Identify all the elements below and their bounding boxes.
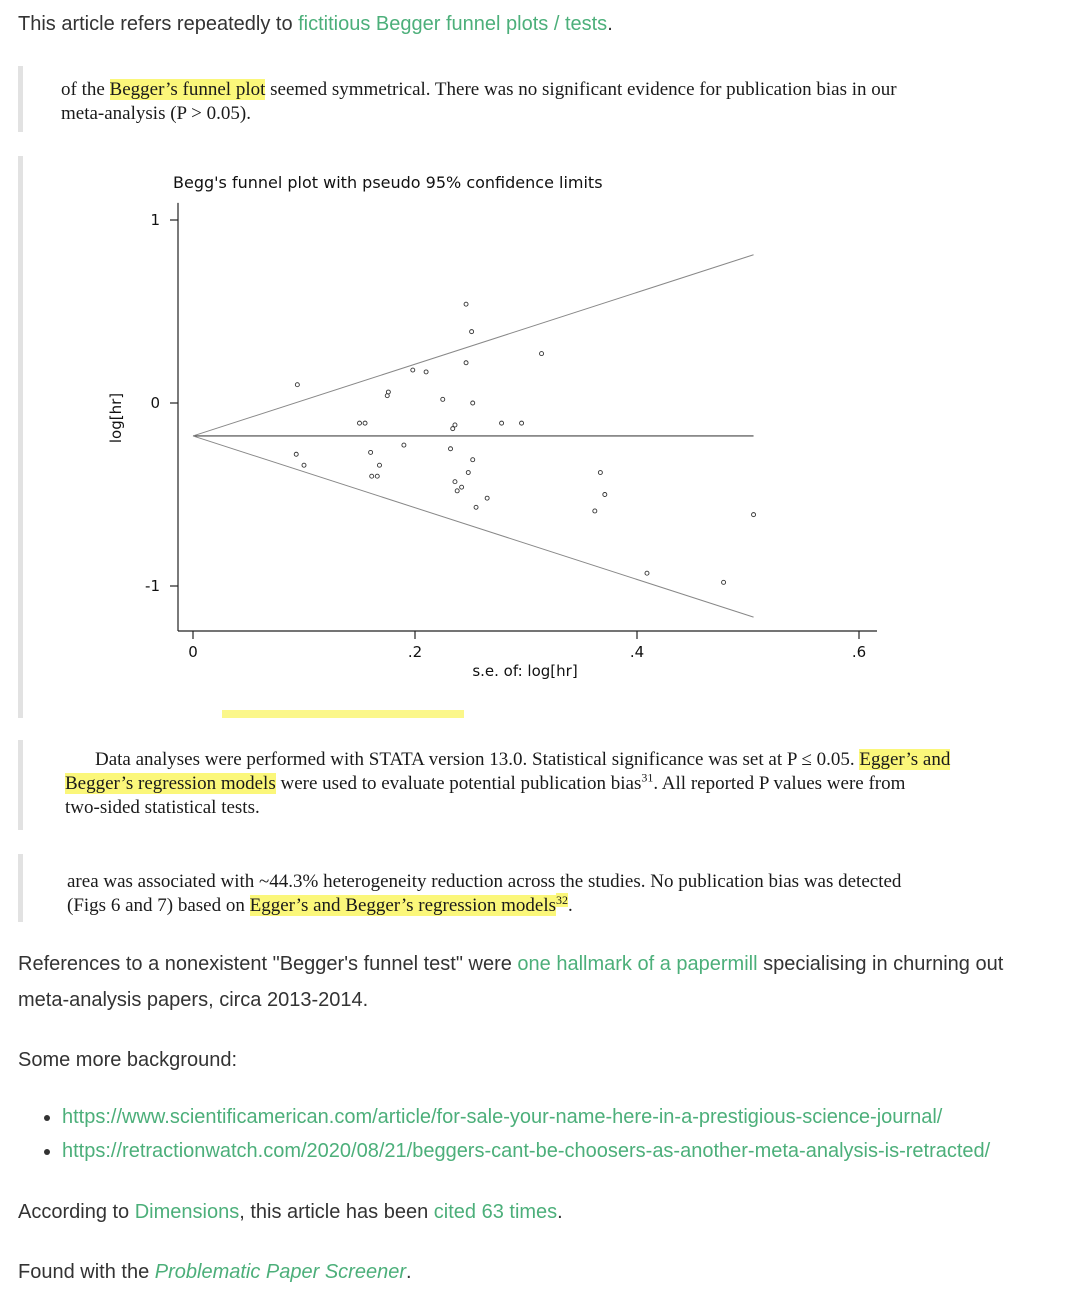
data-point — [377, 463, 381, 467]
data-point — [386, 390, 390, 394]
data-point — [294, 452, 298, 456]
quote-block-chart — [18, 156, 867, 718]
chart-title: Begg's funnel plot with pseudo 95% confidence limits — [173, 173, 603, 192]
quote-3-line-1: area was associated with ~44.3% heterogeneity reduction across the studies. No publication bias was detected — [67, 871, 902, 892]
quote-3-post: . — [568, 895, 573, 916]
data-point — [540, 352, 544, 356]
data-point — [453, 480, 457, 484]
data-point — [369, 450, 373, 454]
data-point — [402, 443, 406, 447]
chart-y-axis-label: log[hr] — [107, 392, 125, 444]
background-label: Some more background: — [18, 1049, 238, 1071]
data-point — [411, 368, 415, 372]
cited-count-link[interactable]: cited 63 times — [433, 1201, 558, 1223]
quote-3-pre: (Figs 6 and 7) based on — [67, 895, 250, 916]
found-with-suffix: . — [405, 1261, 412, 1283]
data-point — [520, 421, 524, 425]
data-point — [455, 489, 459, 493]
x-tick-label: .2 — [407, 643, 423, 661]
data-point — [464, 361, 468, 365]
data-point — [464, 302, 468, 306]
x-tick-label: 0 — [188, 643, 198, 661]
data-point — [363, 421, 367, 425]
funnel-plot-chart — [23, 156, 923, 716]
quote-2-mid: were used to evaluate potential publication bias — [275, 773, 642, 794]
intro-suffix: . — [607, 13, 613, 35]
quote-1-text — [61, 78, 897, 126]
quote-2-highlight-2: Begger’s regression models — [65, 773, 276, 794]
quote-1-line-2: meta-analysis (P > 0.05). — [61, 103, 251, 124]
quote-1-pre: of the — [61, 79, 110, 100]
data-point — [466, 471, 470, 475]
data-point — [424, 370, 428, 374]
citations-suffix: . — [557, 1201, 563, 1223]
intro-text: This article refers repeatedly to — [18, 13, 299, 35]
background-links-list — [18, 1100, 990, 1168]
x-tick-label: .6 — [851, 643, 867, 661]
list-item — [62, 1134, 990, 1168]
data-point — [598, 471, 602, 475]
quote-2-post: . All reported P values were from — [653, 773, 906, 794]
quote-2-text — [65, 748, 950, 820]
data-point — [441, 397, 445, 401]
data-point — [603, 493, 607, 497]
data-point — [500, 421, 504, 425]
data-point — [370, 474, 374, 478]
chart-points — [294, 302, 755, 584]
quote-1-highlight: Begger’s funnel plot — [109, 79, 266, 100]
data-point — [645, 571, 649, 575]
quote-block-1 — [18, 66, 897, 132]
refs-line-2: meta-analysis papers, circa 2013-2014. — [18, 989, 369, 1011]
highlight-strip — [222, 710, 464, 718]
data-point — [358, 421, 362, 425]
data-point — [470, 330, 474, 334]
data-point — [722, 580, 726, 584]
quote-2-line-3: two-sided statistical tests. — [65, 797, 260, 818]
data-point — [295, 383, 299, 387]
found-with-prefix: Found with the — [18, 1261, 155, 1283]
citations-mid: , this article has been — [239, 1201, 434, 1223]
list-item — [62, 1100, 990, 1134]
chart-axes — [145, 203, 877, 661]
references-paragraph — [18, 946, 1003, 1018]
fictitious-begger-link[interactable]: fictitious Begger funnel plots / tests — [298, 13, 608, 35]
data-point — [485, 496, 489, 500]
x-tick-label: .4 — [629, 643, 645, 661]
refs-suffix: specialising in churning out — [757, 953, 1004, 975]
citations-prefix: According to — [18, 1201, 135, 1223]
quote-block-3 — [18, 854, 902, 922]
intro-paragraph — [18, 6, 613, 42]
data-point — [460, 485, 464, 489]
data-point — [474, 505, 478, 509]
retraction-watch-link[interactable]: https://retractionwatch.com/2020/08/21/beggers-cant-be-choosers-as-another-meta-analysis-is-retracted/ — [62, 1140, 991, 1162]
quote-3-citation: 32 — [556, 892, 568, 907]
data-point — [302, 463, 306, 467]
dimensions-link[interactable]: Dimensions — [134, 1201, 240, 1223]
problematic-paper-screener-link[interactable]: Problematic Paper Screener — [154, 1261, 406, 1283]
upper-confidence-limit-line — [193, 255, 754, 436]
quote-2-citation: 31 — [641, 770, 654, 785]
refs-prefix: References to a nonexistent "Begger's funnel test" were — [18, 953, 518, 975]
quote-2-pre: Data analyses were performed with STATA version 13.0. Statistical significance was set at P ≤ 0.05. — [95, 749, 860, 770]
quote-block-2 — [18, 740, 951, 830]
quote-3-text — [67, 870, 901, 918]
quote-1-post: seemed symmetrical. There was no significant evidence for publication bias in our — [265, 79, 897, 100]
data-point — [593, 509, 597, 513]
y-tick-label: 0 — [150, 394, 160, 412]
chart-x-axis-label: s.e. of: log[hr] — [472, 662, 578, 680]
lower-confidence-limit-line — [193, 436, 754, 617]
data-point — [449, 447, 453, 451]
data-point — [752, 513, 756, 517]
citations-paragraph — [18, 1194, 563, 1230]
y-tick-label: 1 — [150, 211, 160, 229]
quote-2-highlight-1: Egger’s and — [859, 749, 951, 770]
scientific-american-link[interactable]: https://www.scientificamerican.com/article/for-sale-your-name-here-in-a-prestigious-science-journal/ — [62, 1106, 943, 1128]
y-tick-label: -1 — [145, 577, 160, 595]
data-point — [471, 458, 475, 462]
data-point — [451, 427, 455, 431]
chart-reference-lines — [193, 255, 754, 617]
papermill-hallmark-link[interactable]: one hallmark of a papermill — [517, 953, 758, 975]
quote-3-highlight: Egger’s and Begger’s regression models — [249, 895, 556, 916]
data-point — [375, 474, 379, 478]
found-with-paragraph — [18, 1254, 412, 1290]
data-point — [471, 401, 475, 405]
